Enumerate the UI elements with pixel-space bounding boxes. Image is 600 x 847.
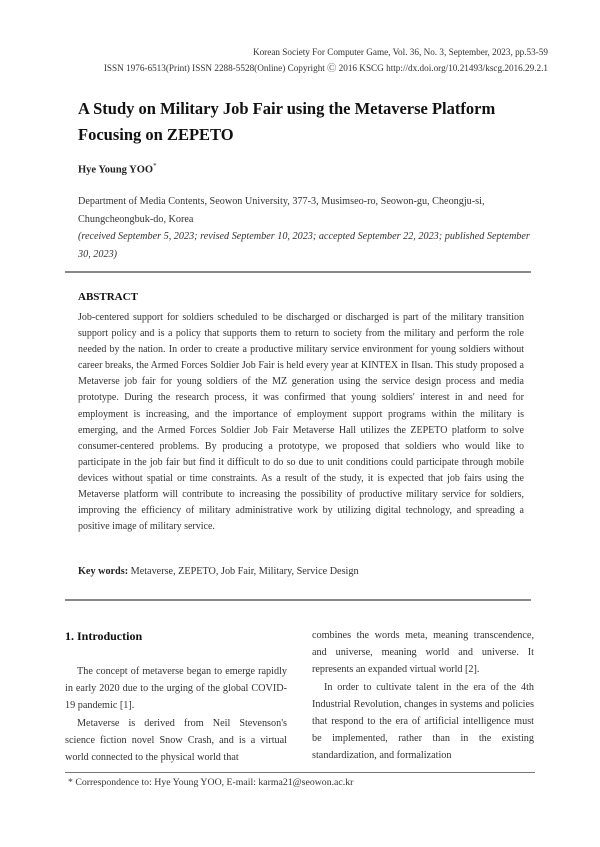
author-mark: * xyxy=(153,162,157,170)
abstract-bottom-rule xyxy=(65,599,531,601)
right-column xyxy=(312,627,534,765)
section-heading-introduction: 1. Introduction xyxy=(65,629,143,643)
paragraph: Metaverse is derived from Neil Stevenson's science fiction novel Snow Crash, and is a virtual world connected to the physical world that xyxy=(65,717,287,764)
paragraph: combines the words meta, meaning transcendence, and universe, meaning world and universe. It represents an expanded virtual world [2]. xyxy=(312,630,534,676)
keywords xyxy=(78,566,359,577)
paper-title: A Study on Military Job Fair using the Metaverse Platform Focusing on ZEPETO xyxy=(78,99,496,144)
abstract-top-rule xyxy=(65,271,531,273)
issn-info: ISSN 1976-6513(Print) ISSN 2288-5528(Online) Copyright Ⓒ 2016 KSCG http://dx.doi.org/10.21493/kscg.2016.29.2.1 xyxy=(103,63,548,73)
keywords-value: Metaverse, ZEPETO, Job Fair, Military, Service Design xyxy=(130,566,359,577)
author-line xyxy=(78,162,157,176)
abstract-body: Job-centered support for soldiers scheduled to be discharged or discharged is part of the military transition support policy and is a policy that supports them to return to society from the military and perform the role needed by the nation. In order to create a productive military service environment for young soldiers without career breaks, the Armed Forces Soldier Job Fair is held every year at KINTEX in Ilsan. This study proposed a Metaverse job fair for young soldiers of the MZ generation using the service design process and media prototype. During the research process, it was confirmed that young soldiers' interest in and need for employment is increasing, and the importance of employment support programs within the military is emerging, and the Armed Forces Soldier Job Fair Metaverse Hall utilizes the ZEPETO platform to solve consumer-centered problems. By producing a prototype, we proposed that soldiers who would like to participate in the job fair but find it difficult to do so due to unit conditions could participate through mobile devices without spatial or time constraints. As a result of the study, it is expected that job fairs using the Metaverse platform will contribute to increasing the possibility of productive military service for soldiers, improving the efficiency of military administrative work by utilizing digital technology, and spreading a positive image of military service. xyxy=(78,312,524,533)
running-header xyxy=(104,44,548,76)
journal-info: Korean Society For Computer Game, Vol. 36, No. 3, September, 2023, pp.53-59 xyxy=(252,47,548,57)
publication-dates: (received September 5, 2023; revised September 10, 2023; accepted September 22, 2023; published September 30, 2023) xyxy=(78,231,530,260)
correspondence-footnote: * Correspondence to: Hye Young YOO, E-mail: karma21@seowon.ac.kr xyxy=(68,777,354,788)
left-column xyxy=(65,663,287,766)
abstract-heading: ABSTRACT xyxy=(78,291,138,303)
paragraph: In order to cultivate talent in the era of the 4th Industrial Revolution, changes in systems and policies that respond to the era of artificial intelligence must be implemented, rather than in the existing standardization, and formalization xyxy=(312,681,534,762)
keywords-label: Key words: xyxy=(78,566,129,577)
footnote-rule xyxy=(65,772,535,773)
affiliation: Department of Media Contents, Seowon University, 377-3, Musimseo-ro, Seowon-gu, Cheongju-si, Chungcheongbuk-do, Korea xyxy=(78,196,485,225)
paragraph: The concept of metaverse began to emerge rapidly in early 2020 due to the urging of the global COVID-19 pandemic [1]. xyxy=(65,666,287,712)
author-name: Hye Young YOO xyxy=(78,164,154,176)
